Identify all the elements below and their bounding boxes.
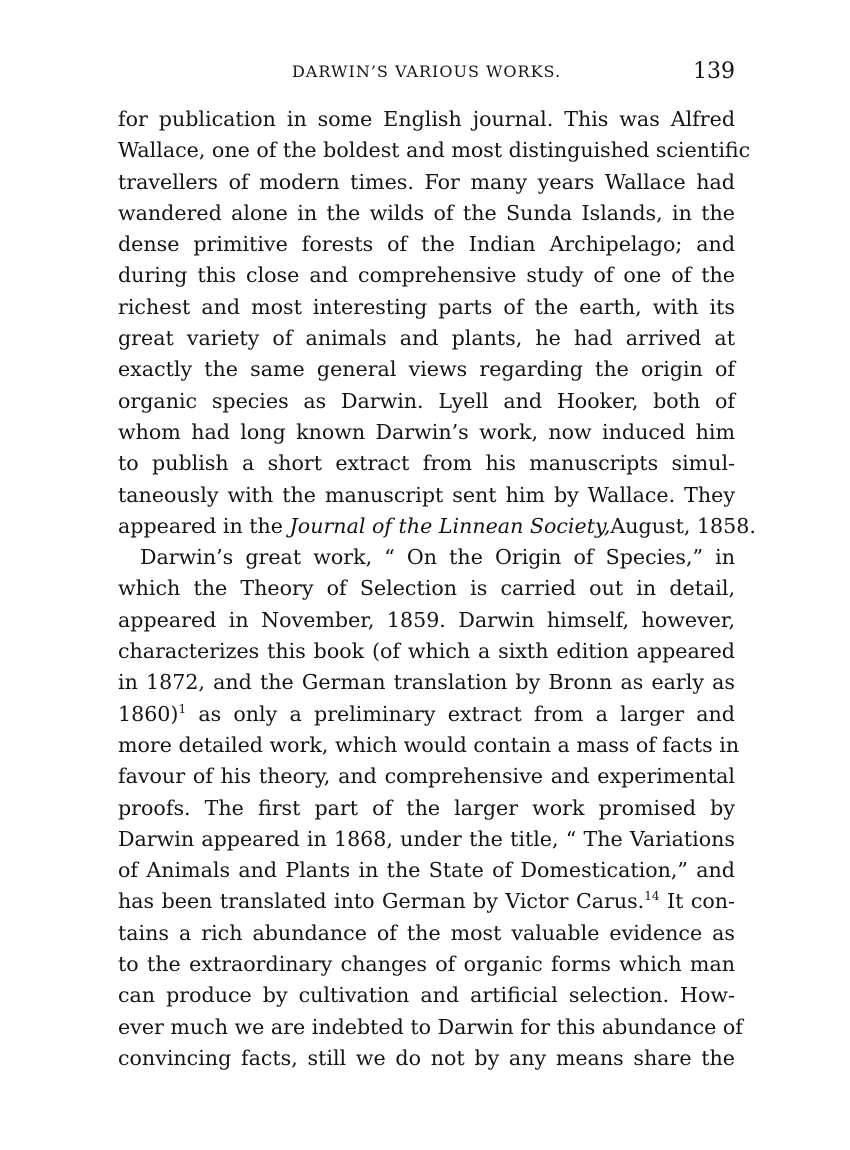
text-line: characterizes this book (of which a sixth edition appeared [118,639,735,664]
text-run: 1860) [118,701,179,726]
text-run: August, 1858. [610,513,756,538]
text-line: in 1872, and the German translation by Bronn as early as [118,670,735,695]
text-run: as only a preliminary extract from a larger and [186,701,735,726]
text-line: more detailed work, which would contain a mass of facts in [118,732,740,757]
page-number: 139 [693,59,735,84]
page-header [118,59,735,92]
text-line: to the extraordinary changes of organic forms which man [118,952,735,977]
paragraph-start-line: Darwin’s great work, “ On the Origin of Species,” in [140,545,735,570]
text-line: exactly the same general views regarding the origin of [118,357,735,382]
footnote-marker: 14 [644,889,660,904]
text-line: dense primitive forests of the Indian Archipelago; and [118,232,735,257]
text-line: tains a rich abundance of the most valuable evidence as [118,920,735,945]
text-line: favour of his theory, and comprehensive and experimental [118,764,735,789]
text-line: proofs. The first part of the larger work promised by [118,795,735,820]
text-run: appeared in the [118,513,290,538]
text-line-footnote-14 [118,886,735,917]
text-line-journal [118,511,756,542]
text-line: for publication in some English journal. This was Alfred [118,107,735,131]
text-line: during this close and comprehensive study of one of the [118,263,735,288]
text-run: has been translated into German by Victor Carus. [118,889,645,914]
text-line: Wallace, one of the boldest and most distinguished scientific [118,138,751,163]
text-line-footnote-1 [118,699,735,730]
text-line: can produce by cultivation and artificial selection. How- [118,983,735,1008]
running-head: DARWIN’S VARIOUS WORKS. [291,62,562,81]
text-line: convincing facts, still we do not by any means share the [118,1045,735,1070]
text-line: whom had long known Darwin’s work, now induced him [118,419,735,444]
text-line: which the Theory of Selection is carried out in detail, [118,576,735,601]
text-line: organic species as Darwin. Lyell and Hooker, both of [118,388,735,413]
body-text [118,104,756,1074]
text-line: Darwin appeared in 1868, under the title, “ The Variations [118,826,735,851]
text-run: It con- [659,889,735,914]
footnote-marker: 1 [178,701,187,716]
text-line: of Animals and Plants in the State of Domestication,” and [118,858,735,883]
text-line: richest and most interesting parts of the earth, with its [118,294,735,319]
journal-title: Journal of the Linnean Society, [289,513,611,538]
text-line: to publish a short extract from his manuscripts simul- [118,451,735,476]
text-line: ever much we are indebted to Darwin for this abundance of [118,1014,743,1039]
text-line: wandered alone in the wilds of the Sunda Islands, in the [118,200,735,225]
text-line: taneously with the manuscript sent him by Wallace. They [118,482,735,507]
text-line: appeared in November, 1859. Darwin himself, however, [118,607,735,632]
text-line: great variety of animals and plants, he had arrived at [118,326,735,351]
text-line: travellers of modern times. For many years Wallace had [118,169,735,194]
